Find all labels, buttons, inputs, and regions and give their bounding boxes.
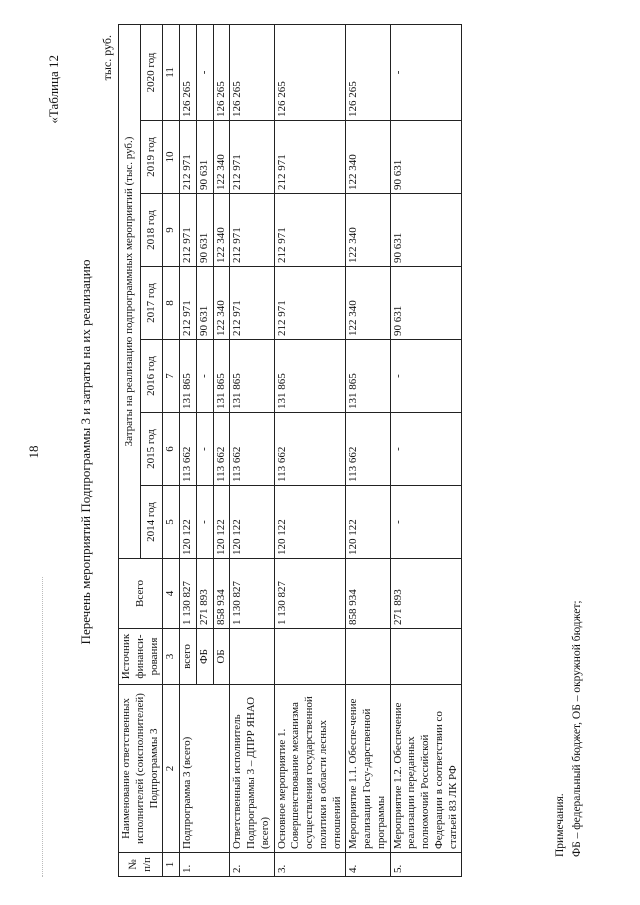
column-number-row [163,24,180,876]
row-value: 212 971 [230,267,274,340]
row-value: 131 865 [230,340,274,413]
col-number: 3 [163,629,180,685]
row-value: 90 631 [196,267,213,340]
row-num: 2. [230,853,274,877]
rotated-page [20,17,620,887]
row-value: 113 662 [274,413,346,486]
table-row [230,24,274,876]
header-num: № п/п [119,853,163,877]
row-total: 1 130 827 [230,559,274,629]
units-label: тыс. руб. [100,35,114,81]
row-value: 126 265 [180,24,197,120]
row-source [274,629,346,685]
row-value: - [390,24,462,120]
row-value: 120 122 [274,486,346,559]
col-number: 1 [163,853,180,877]
row-value: 126 265 [213,24,230,120]
row-value: 90 631 [390,267,462,340]
table-row [390,24,462,876]
row-value: 212 971 [274,267,346,340]
notes [552,600,587,857]
row-value: 90 631 [196,194,213,267]
header-year: 2014 год [141,486,163,559]
row-total: 271 893 [390,559,462,629]
col-number: 7 [163,340,180,413]
row-value: - [196,413,213,486]
row-value: 120 122 [230,486,274,559]
row-total: 858 934 [213,559,230,629]
table-row [180,24,197,876]
header-source: Источник финанси-рования [119,629,163,685]
row-total: 1 130 827 [180,559,197,629]
row-source [390,629,462,685]
row-value: 212 971 [180,267,197,340]
row-source: всего [180,629,197,685]
notes-text: ФБ – федеральный бюджет, ОБ – окружной бюджет; [571,600,584,857]
row-value: 212 971 [230,194,274,267]
row-value: 113 662 [213,413,230,486]
col-number: 4 [163,559,180,629]
header-year: 2019 год [141,121,163,194]
header-year: 2016 год [141,340,163,413]
row-value: 212 971 [180,194,197,267]
row-value: - [390,340,462,413]
row-value: 90 631 [390,121,462,194]
row-num: 3. [274,853,346,877]
row-value: 120 122 [213,486,230,559]
row-name: Основное мероприятие 1. Совершенствование механизма осуществления государственной политики в области лесных отношений [274,685,346,853]
row-total: 1 130 827 [274,559,346,629]
costs-table [118,24,462,877]
header-year: 2017 год [141,267,163,340]
col-number: 6 [163,413,180,486]
notes-heading: Примечания. [554,793,566,857]
table-row [346,24,390,876]
row-source: ОБ [213,629,230,685]
row-value: 126 265 [274,24,346,120]
row-value: 122 340 [213,121,230,194]
row-name: Подпрограмма 3 (всего) [180,685,230,853]
row-name: Ответственный исполнитель Подпрограммы 3 – ДПРР ЯНАО (всего) [230,685,274,853]
row-value: 212 971 [180,121,197,194]
table-number: «Таблица 12 [46,55,61,124]
row-value: 126 265 [230,24,274,120]
row-value: 212 971 [274,194,346,267]
row-value: - [196,24,213,120]
header-year: 2020 год [141,24,163,120]
row-value: 212 971 [274,121,346,194]
row-num: 1. [180,853,230,877]
row-value: 212 971 [230,121,274,194]
col-number: 10 [163,121,180,194]
row-value: 122 340 [213,267,230,340]
scan-artifact [42,577,43,877]
row-value: 122 340 [346,267,390,340]
row-value: 126 265 [346,24,390,120]
row-value: 90 631 [390,194,462,267]
row-value: 122 340 [213,194,230,267]
row-source: ФБ [196,629,213,685]
row-value: 120 122 [346,486,390,559]
row-value: - [196,340,213,413]
row-name: Мероприятие 1.2. Обеспечение реализации переданных полномочий Российской Федерации в соответствии со статьей 83 ЛК РФ [390,685,462,853]
col-number: 5 [163,486,180,559]
row-source [346,629,390,685]
row-value: 131 865 [213,340,230,413]
row-value: - [390,413,462,486]
header-name: Наименование ответственных исполнителей (соисполнителей) Подпрограммы 3 [119,685,163,853]
page-number: 18 [26,445,41,459]
col-number: 11 [163,24,180,120]
col-number: 2 [163,685,180,853]
row-value: 113 662 [346,413,390,486]
table-title: Перечень мероприятий Подпрограммы 3 и затраты на их реализацию [78,259,93,645]
row-value: 122 340 [346,194,390,267]
row-source [230,629,274,685]
row-value: 131 865 [346,340,390,413]
row-value: 90 631 [196,121,213,194]
row-value: 120 122 [180,486,197,559]
row-value: 131 865 [180,340,197,413]
row-value: - [196,486,213,559]
table-row [274,24,346,876]
header-total: Всего [119,559,163,629]
col-number: 8 [163,267,180,340]
row-value: 122 340 [346,121,390,194]
header-year: 2018 год [141,194,163,267]
row-total: 271 893 [196,559,213,629]
header-year: 2015 год [141,413,163,486]
row-value: 131 865 [274,340,346,413]
row-value: - [390,486,462,559]
row-value: 113 662 [180,413,197,486]
header-costs: Затраты на реализацию подпрограммных мероприятий (тыс. руб.) [119,24,141,558]
col-number: 9 [163,194,180,267]
row-value: 113 662 [230,413,274,486]
row-num: 5. [390,853,462,877]
row-name: Мероприятие 1.1. Обеспе-чение реализации Госу-дарственной программы [346,685,390,853]
row-total: 858 934 [346,559,390,629]
row-num: 4. [346,853,390,877]
